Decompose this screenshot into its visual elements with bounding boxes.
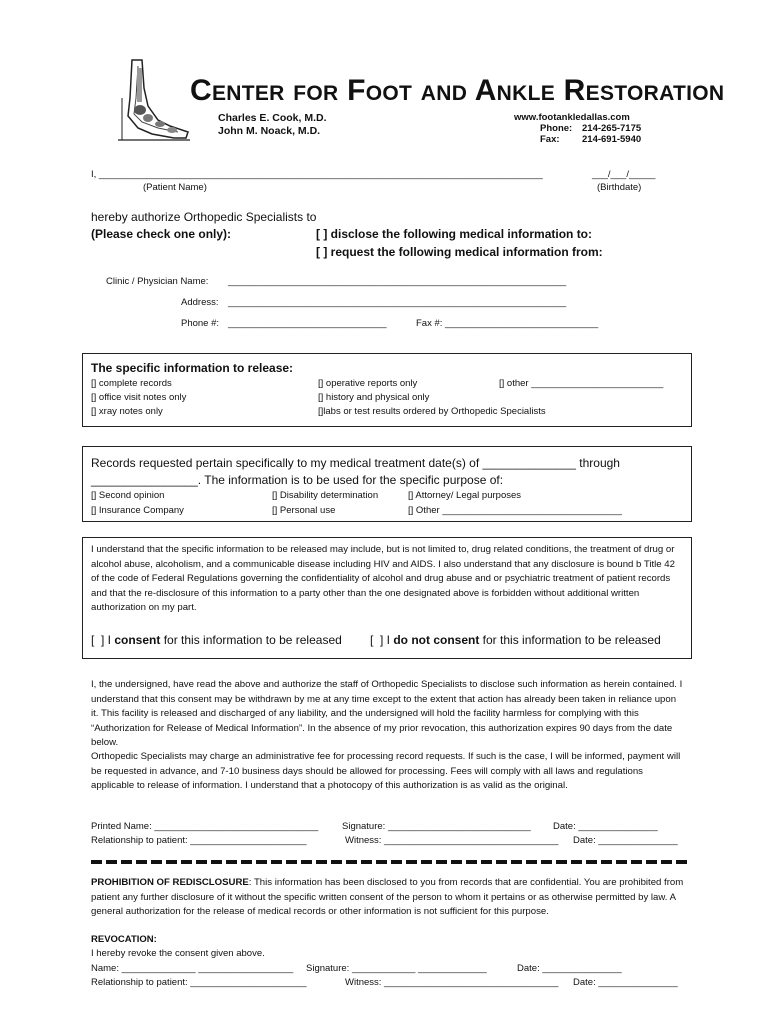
birthdate-caption: (Birthdate)	[597, 182, 642, 193]
consent-post: for this information to be released	[160, 633, 342, 647]
prohibition-paragraph	[91, 876, 685, 920]
foot-skeleton-icon	[118, 58, 190, 148]
phone-label: Phone:	[540, 123, 573, 134]
no-consent-checkbox[interactable]	[370, 633, 661, 647]
revoke-name-field[interactable]: Name: ______________ __________________	[91, 963, 294, 974]
relationship-field[interactable]: Relationship to patient: ______________________	[91, 835, 307, 846]
doctor-name-2: John M. Noack, M.D.	[218, 125, 321, 137]
authorization-paragraph: I, the undersigned, have read the above and authorize the staff of Orthopedic Specialists to disclose such information as herein contained. I understand that this consent may be withdrawn by me at any time except to the extent that action has already been taken in reliance upon it. This facility is released and discharged of any liability, and the undersigned will hold the facility harmless for complying with this “Authorization for Release of Medical Information”. In the absence of my prior revocation, this authorization expires 90 days from the date below.	[91, 679, 683, 749]
no-consent-post: for this information to be released	[479, 633, 661, 647]
signature-field[interactable]: Signature: ___________________________	[342, 821, 531, 832]
purpose-option[interactable]: [] Disability determination	[272, 490, 379, 501]
release-option[interactable]: [] complete records	[91, 378, 172, 389]
revoke-relationship-field[interactable]: Relationship to patient: ______________________	[91, 977, 307, 988]
prohibition-title: PROHIBITION OF REDISCLOSURE	[91, 877, 249, 888]
doctor-name-1: Charles E. Cook, M.D.	[218, 112, 327, 124]
consent-pre: [ ] I	[91, 633, 115, 647]
phone-label: Phone #:	[181, 318, 220, 329]
check-one-label: (Please check one only):	[91, 227, 232, 241]
release-option[interactable]: [] history and physical only	[318, 392, 430, 403]
witness-field[interactable]: Witness: _________________________________	[345, 835, 559, 846]
fax-label: Fax #:	[416, 318, 443, 329]
authorize-line: hereby authorize Orthopedic Specialists to	[91, 210, 317, 224]
release-option[interactable]: [] xray notes only	[91, 406, 163, 417]
revocation-title: REVOCATION:	[91, 934, 157, 945]
consent-bold: consent	[114, 633, 161, 647]
dates-line[interactable]: Records requested pertain specifically to my medical treatment date(s) of ______________ through	[91, 456, 620, 470]
purpose-option[interactable]: [] Second opinion	[91, 490, 165, 501]
purpose-option-other[interactable]: [] Other __________________________________	[408, 505, 622, 516]
release-option[interactable]: []labs or test results ordered by Orthopedic Specialists	[318, 406, 546, 417]
revoke-date-field[interactable]: Date: _______________	[517, 963, 622, 974]
cut-line-divider	[91, 860, 687, 864]
clinic-name-label: Clinic / Physician Name:	[106, 276, 209, 287]
patient-name-caption: (Patient Name)	[143, 182, 207, 193]
revoke-line: I hereby revoke the consent given above.	[91, 948, 265, 959]
consent-checkbox[interactable]	[91, 633, 342, 647]
phone-field[interactable]: ______________________________	[228, 318, 387, 329]
purpose-option[interactable]: [] Attorney/ Legal purposes	[408, 490, 522, 501]
address-field[interactable]: ________________________________________________________________	[228, 297, 567, 308]
revoke-signature-field[interactable]: Signature: ____________ _____________	[306, 963, 487, 974]
prohibition-text: : This information has been disclosed to you from records that are confidential. You are prohibited from patient any further disclosure of it without the specific written consent of the person to whom it pertains or as otherwise permitted by law. A general authorization for the release of medical records or other information is not sufficient for this purpose.	[91, 877, 684, 918]
address-label: Address:	[181, 297, 219, 308]
disclose-checkbox[interactable]: [ ] disclose the following medical information to:	[316, 227, 593, 241]
fee-paragraph: Orthopedic Specialists may charge an administrative fee for processing record requests. If such is the case, I will be informed, payment will be requested in advance, and 7-10 business days should be allowed for processing. Fees will comply with all laws and regulations applicable to release of information. I understand that a photocopy of this authorization is as valid as the original.	[91, 751, 681, 792]
release-option[interactable]: [] operative reports only	[318, 378, 418, 389]
clinic-name-field[interactable]: ________________________________________________________________	[228, 276, 567, 287]
no-consent-pre: [ ] I	[370, 633, 394, 647]
consent-disclosure-text: I understand that the specific information to be released may include, but is not limited to, drug related conditions, the treatment of drug or alcohol abuse, alcoholism, and a communicable disease including HIV and AIDS. I also understand that any disclosure is bound b Title 42 of the code of Federal Regulations governing the confidentiality of alcohol and drug abuse and or psychiatric treatment of patient records and that the re-disclosure of this information to a party other than the one designated above is forbidden without additional written authorization on my part.	[91, 544, 675, 614]
purpose-option[interactable]: [] Insurance Company	[91, 505, 184, 516]
release-option[interactable]: [] office visit notes only	[91, 392, 187, 403]
brand-title: Center for Foot and Ankle Restoration	[190, 74, 725, 107]
revoke-witness-date-field[interactable]: Date: _______________	[573, 977, 678, 988]
purpose-line[interactable]: ________________. The information is to be used for the specific purpose of:	[91, 473, 504, 487]
request-checkbox[interactable]: [ ] request the following medical information from:	[316, 245, 603, 259]
date-field[interactable]: Date: _______________	[553, 821, 658, 832]
release-title: The specific information to release:	[91, 361, 294, 375]
witness-date-field[interactable]: Date: _______________	[573, 835, 678, 846]
birthdate-field[interactable]: ___/___/_____	[592, 169, 656, 180]
fax-field[interactable]: _____________________________	[445, 318, 599, 329]
website: www.footankledallas.com	[514, 112, 630, 123]
no-consent-bold: do not consent	[393, 633, 480, 647]
phone-number: 214-265-7175	[582, 123, 642, 134]
fax-number: 214-691-5940	[582, 134, 642, 145]
fax-label: Fax:	[540, 134, 560, 145]
revoke-witness-field[interactable]: Witness: _________________________________	[345, 977, 559, 988]
printed-name-field[interactable]: Printed Name: _______________________________	[91, 821, 319, 832]
purpose-option[interactable]: [] Personal use	[272, 505, 336, 516]
release-option-other[interactable]: [] other _________________________	[499, 378, 664, 389]
patient-name-field[interactable]: I, ____________________________________________________________________________________	[91, 169, 543, 180]
